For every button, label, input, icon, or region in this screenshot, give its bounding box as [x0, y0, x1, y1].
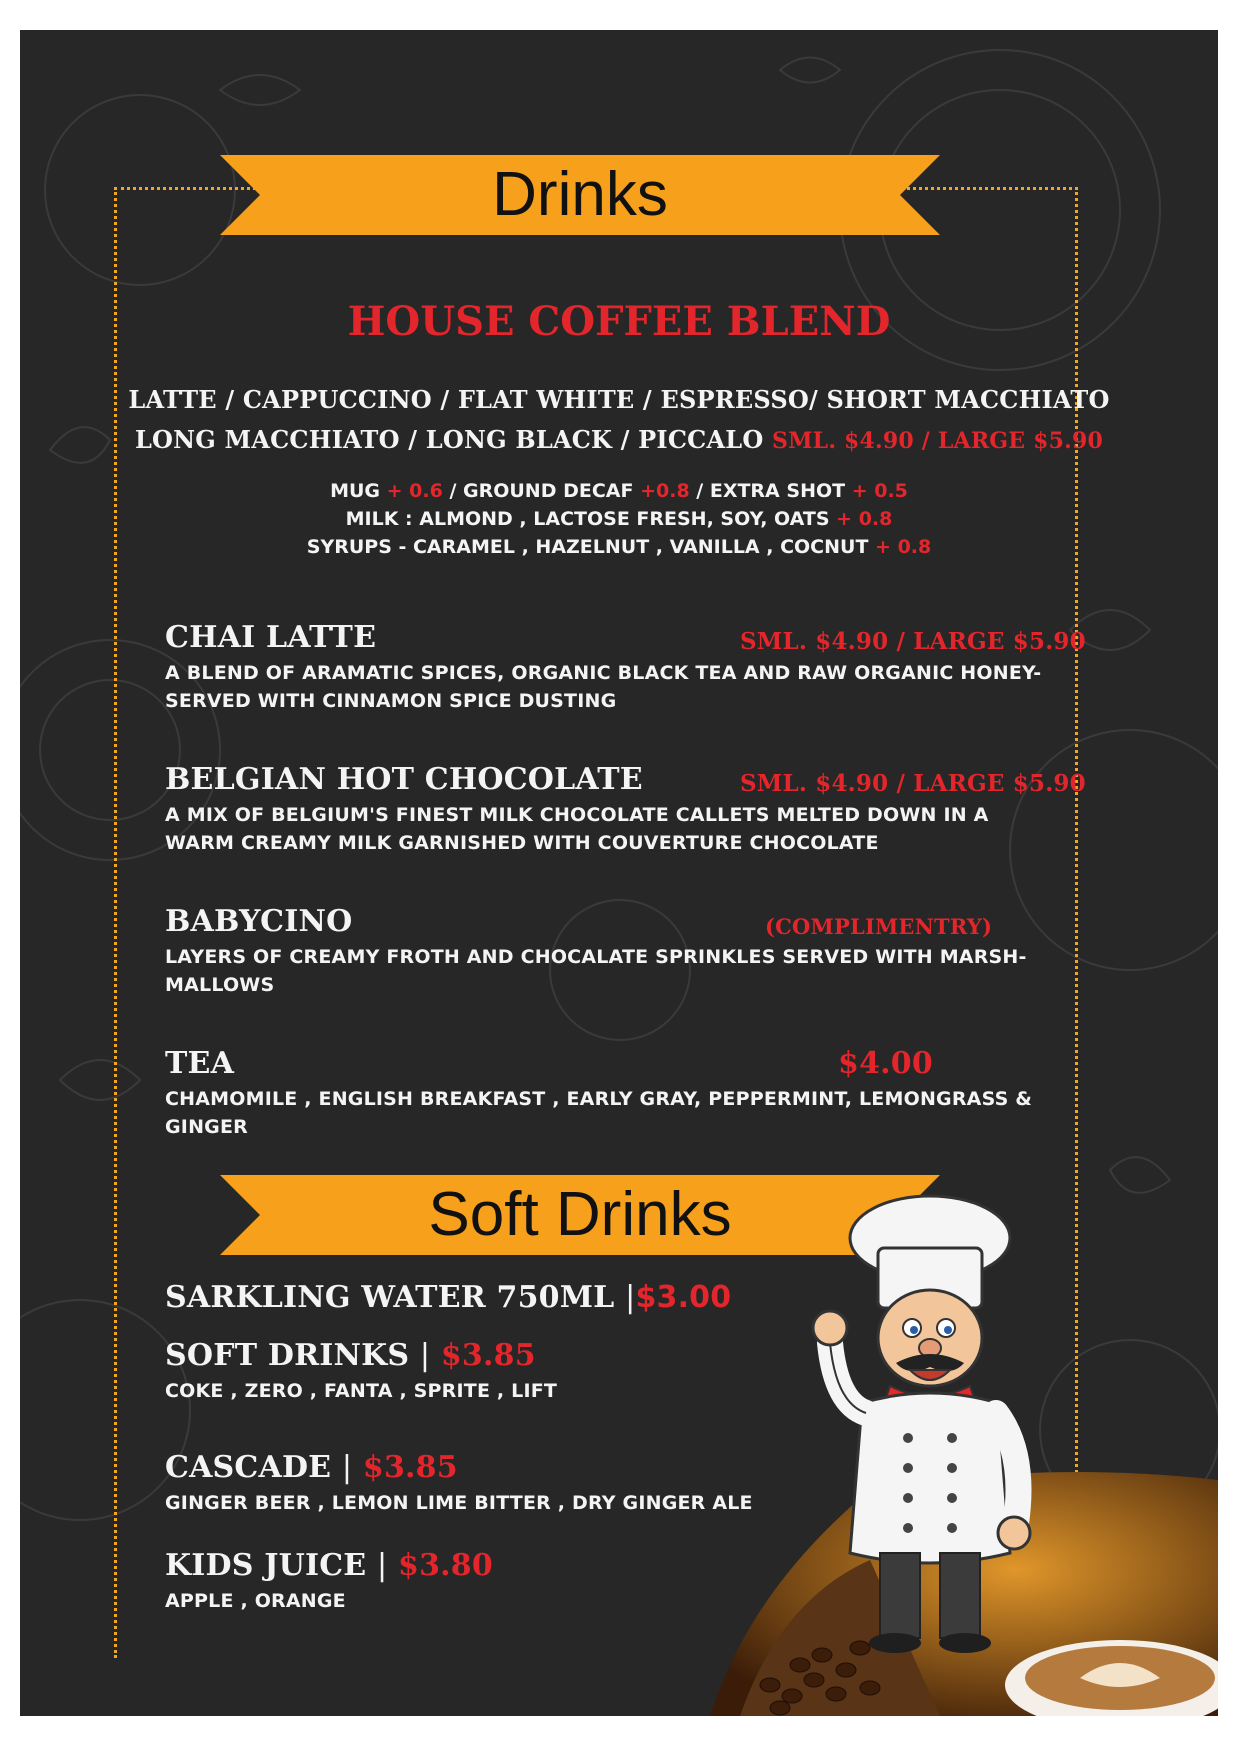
soft-item-desc: GINGER BEER , LEMON LIME BITTER , DRY GINGER ALE — [165, 1492, 753, 1514]
drinks-banner — [220, 155, 940, 235]
soft-item-soft-drinks — [165, 1338, 536, 1373]
extra-price: +0.8 — [640, 480, 690, 502]
chocolate-name: BELGIAN HOT CHOCOLATE — [165, 762, 643, 797]
soft-item-name: CASCADE — [165, 1450, 332, 1485]
soft-item-cascade — [165, 1450, 458, 1485]
chai-desc-line1: A BLEND OF ARAMATIC SPICES, ORGANIC BLACK TEA AND RAW ORGANIC HONEY- — [165, 662, 1042, 684]
babycino-name: BABYCINO — [165, 904, 353, 939]
chocolate-price: SML. $4.90 / LARGE $5.90 — [740, 770, 1086, 797]
babycino-price: (COMPLIMENTRY) — [765, 914, 993, 939]
extra-label: / EXTRA SHOT — [689, 480, 852, 502]
extra-label: MUG — [330, 480, 387, 502]
tea-desc-line1: CHAMOMILE , ENGLISH BREAKFAST , EARLY GRAY, PEPPERMINT, LEMONGRASS & — [165, 1088, 1033, 1110]
extra-price: + 0.8 — [836, 508, 893, 530]
extra-price: + 0.5 — [851, 480, 908, 502]
house-blend-line2-items: LONG MACCHIATO / LONG BLACK / PICCALO — [134, 425, 764, 454]
soft-item-price: $3.85 — [362, 1450, 458, 1485]
extra-price: + 0.6 — [386, 480, 443, 502]
coffee-extras-line — [20, 536, 1218, 558]
tea-price: $4.00 — [838, 1046, 933, 1081]
babycino-desc-line1: LAYERS OF CREAMY FROTH AND CHOCALATE SPRINKLES SERVED WITH MARSH- — [165, 946, 1027, 968]
chocolate-desc-line1: A MIX OF BELGIUM'S FINEST MILK CHOCOLATE CALLETS MELTED DOWN IN A — [165, 804, 989, 826]
tea-name: TEA — [165, 1046, 235, 1081]
extra-label: / GROUND DECAF — [442, 480, 641, 502]
separator: | — [419, 1338, 431, 1373]
chocolate-desc-line2: WARM CREAMY MILK GARNISHED WITH COUVERTURE CHOCOLATE — [165, 832, 879, 854]
soft-item-price: $3.00 — [635, 1280, 732, 1315]
extra-label: MILK : ALMOND , LACTOSE FRESH, SOY, OATS — [345, 508, 837, 530]
chai-price: SML. $4.90 / LARGE $5.90 — [740, 628, 1086, 655]
menu-board — [20, 30, 1218, 1716]
extra-label: SYRUPS - CARAMEL , HAZELNUT , VANILLA , COCNUT — [306, 536, 876, 558]
drinks-banner-title: Drinks — [492, 160, 668, 229]
house-blend-line2 — [20, 425, 1218, 454]
soft-item-desc: COKE , ZERO , FANTA , SPRITE , LIFT — [165, 1380, 558, 1402]
extra-price: + 0.8 — [875, 536, 932, 558]
chef-cartoon-illustration — [800, 1188, 1040, 1668]
house-blend-price: SML. $4.90 / LARGE $5.90 — [772, 428, 1104, 454]
soft-item-price: $3.80 — [398, 1548, 493, 1583]
soft-item-name: SOFT DRINKS — [165, 1338, 410, 1373]
soft-item-kids-juice — [165, 1548, 493, 1583]
soft-item-name: KIDS JUICE — [165, 1548, 367, 1583]
coffee-extras-line — [20, 508, 1218, 530]
separator: | — [341, 1450, 353, 1485]
chai-desc-line2: SERVED WITH CINNAMON SPICE DUSTING — [165, 690, 617, 712]
soft-item-desc: APPLE , ORANGE — [165, 1590, 346, 1612]
house-blend-heading: HOUSE COFFEE BLEND — [347, 298, 891, 345]
soft-item-price: $3.85 — [440, 1338, 536, 1373]
tea-desc-line2: GINGER — [165, 1116, 248, 1138]
coffee-extras-line — [20, 480, 1218, 502]
separator: | — [625, 1280, 636, 1315]
separator: | — [377, 1548, 388, 1583]
chai-name: CHAI LATTE — [165, 620, 377, 655]
soft-item-sparkling — [165, 1280, 731, 1315]
soft-item-name: SARKLING WATER 750ML — [165, 1280, 615, 1315]
babycino-desc-line2: MALLOWS — [165, 974, 275, 996]
house-blend-line1: LATTE / CAPPUCCINO / FLAT WHITE / ESPRESSO/ SHORT MACCHIATO — [128, 385, 1110, 414]
soft-drinks-banner-title: Soft Drinks — [428, 1180, 732, 1249]
